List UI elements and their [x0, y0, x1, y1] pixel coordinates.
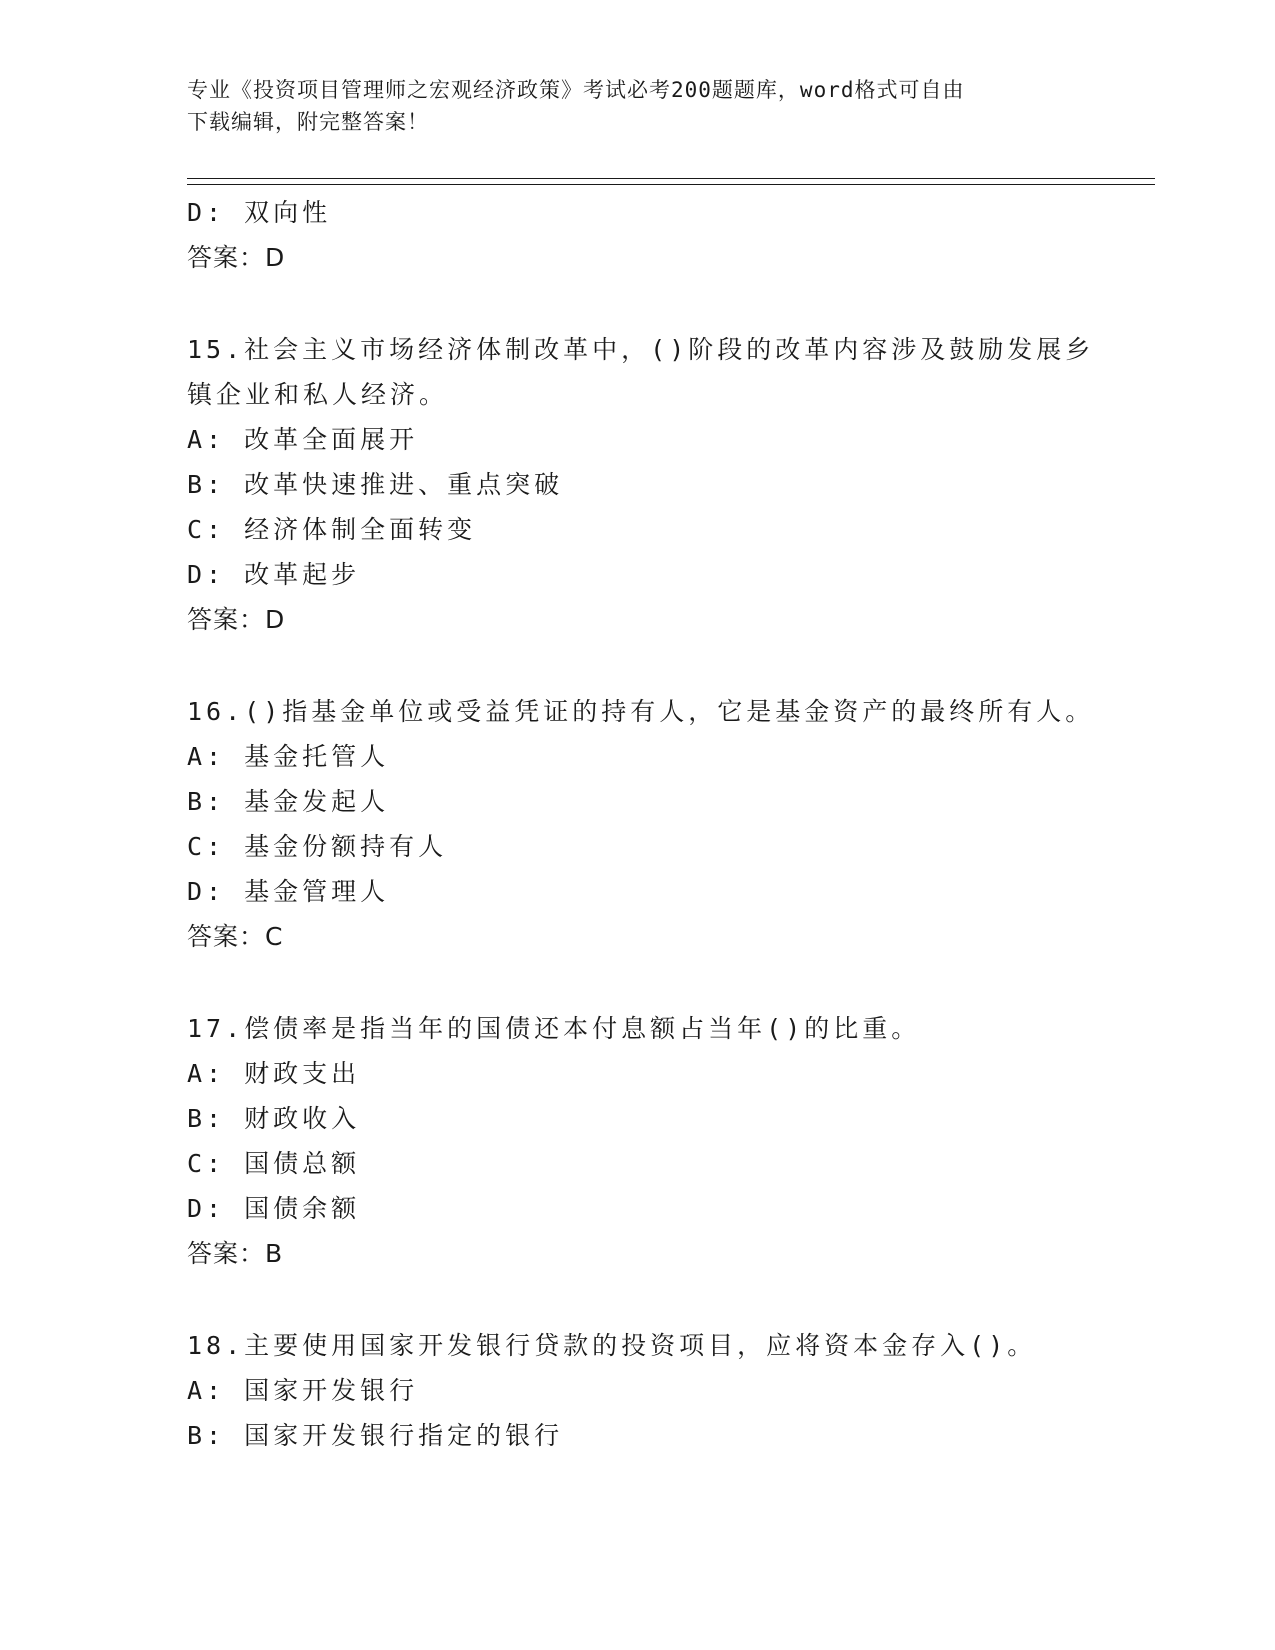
- spacer: [187, 959, 1087, 1006]
- header-divider-bottom: [187, 184, 1155, 185]
- document-header: [187, 74, 1087, 138]
- header-line-1: 专业《投资项目管理师之宏观经济政策》考试必考200题题库，word格式可自由: [187, 78, 965, 102]
- spacer: [187, 280, 1087, 327]
- option-line: D: 基金管理人: [187, 877, 390, 906]
- spacer: [187, 1276, 1087, 1323]
- header-divider-top: [187, 178, 1155, 179]
- option-line: C: 经济体制全面转变: [187, 515, 477, 544]
- question-block: [187, 1006, 1087, 1276]
- option-line: D: 国债余额: [187, 1194, 361, 1223]
- question-block: [187, 1323, 1087, 1458]
- question-block: [187, 327, 1095, 642]
- header-line-2: 下载编辑，附完整答案！: [187, 110, 429, 134]
- question-stem: 17.偿债率是指当年的国债还本付息额占当年()的比重。: [187, 1014, 921, 1043]
- option-line: B: 改革快速推进、重点突破: [187, 470, 564, 499]
- answer-line: 答案：D: [187, 243, 286, 272]
- question-stem: 15.社会主义市场经济体制改革中，()阶段的改革内容涉及鼓励发展乡: [187, 335, 1095, 364]
- option-line: C: 基金份额持有人: [187, 832, 448, 861]
- question-stem: 镇企业和私人经济。: [187, 380, 449, 409]
- spacer: [187, 642, 1087, 689]
- option-line: D: 改革起步: [187, 560, 361, 589]
- answer-line: 答案：D: [187, 605, 286, 634]
- option-line: B: 基金发起人: [187, 787, 390, 816]
- answer-line: 答案：C: [187, 922, 284, 951]
- question-block: [187, 689, 1095, 959]
- answer-line: 答案：B: [187, 1239, 284, 1268]
- option-line: D: 双向性: [187, 198, 332, 227]
- option-line: A: 改革全面展开: [187, 425, 419, 454]
- option-line: A: 国家开发银行: [187, 1376, 419, 1405]
- question-stem: 18.主要使用国家开发银行贷款的投资项目，应将资本金存入()。: [187, 1331, 1037, 1360]
- question-stem: 16.()指基金单位或受益凭证的持有人，它是基金资产的最终所有人。: [187, 697, 1095, 726]
- option-line: A: 财政支出: [187, 1059, 361, 1088]
- question-list: [187, 190, 1095, 1458]
- option-line: C: 国债总额: [187, 1149, 361, 1178]
- option-line: B: 财政收入: [187, 1104, 361, 1133]
- option-line: A: 基金托管人: [187, 742, 390, 771]
- option-line: B: 国家开发银行指定的银行: [187, 1421, 564, 1450]
